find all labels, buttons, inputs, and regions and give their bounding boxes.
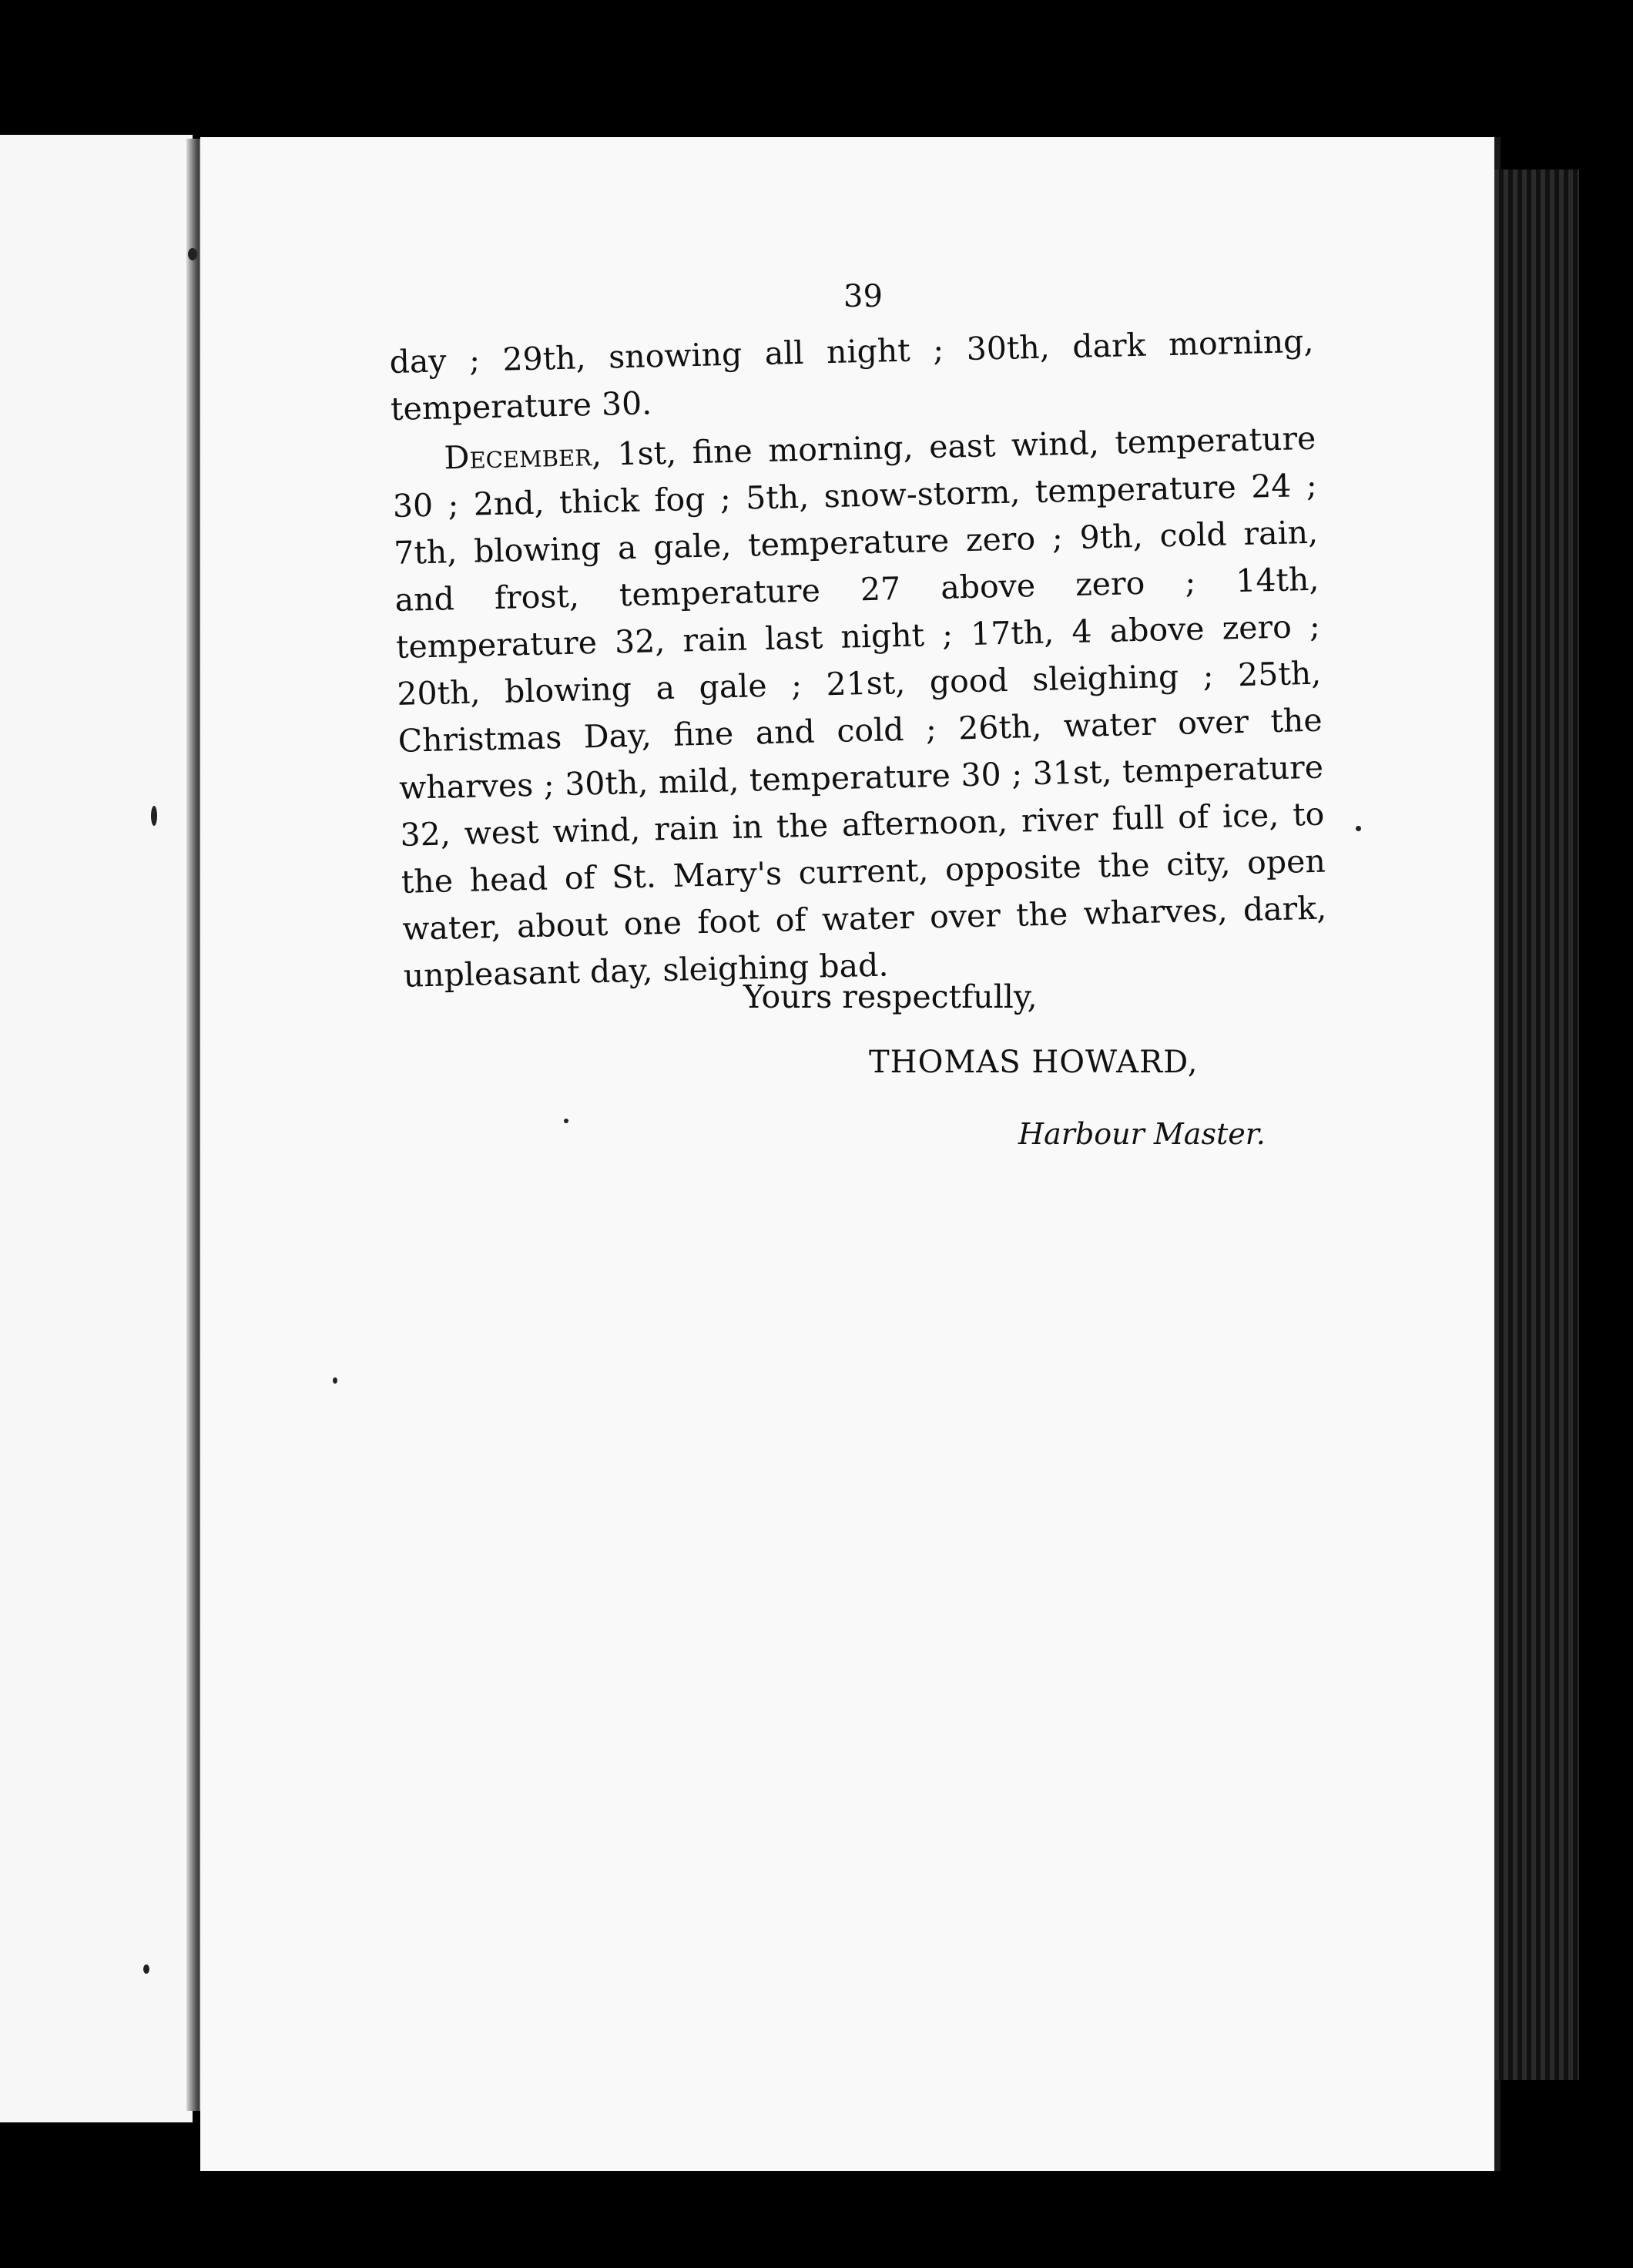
dust-speck: [188, 248, 197, 260]
signature-title: Harbour Master.: [1018, 1117, 1266, 1151]
dust-speck: [564, 1119, 568, 1123]
paragraph-december: [391, 415, 1328, 1000]
dust-speck: [151, 806, 157, 826]
page-edges: [1494, 169, 1579, 2080]
paragraph-december-text: , 1st, fine morning, east wind, temperature 30 ; 2nd, thick fog ; 5th, snow-storm, temperature 24 ; 7th, blowing a gale, temperature zero ; 9th, cold rain, and frost, temperature 27 above zero ; 14th, temperature 32, rain last night ; 17th, 4 above zero ; 20th, blowing a gale ; 21st, good sleighing ; 25th, Christmas Day, fine and cold ; 26th, water over the wharves ; 30th, mild, temperature 30 ; 31st, temperature 32, west wind, rain in the afternoon, river full of ice, to the head of St. Mary's current, opposite the city, open water, about one foot of water over the wharves, dark, unpleasant day, sleighing bad.: [392, 419, 1327, 995]
month-heading: December: [443, 436, 592, 477]
closing-salutation: Yours respectfully,: [743, 978, 1038, 1015]
body-text: [389, 318, 1328, 1000]
paragraph-continuation: [389, 318, 1315, 433]
dust-speck: [143, 1964, 149, 1974]
paragraph-continuation-text: day ; 29th, snowing all night ; 30th, dark morning, temperature 30.: [389, 322, 1314, 428]
dust-speck: [1356, 826, 1361, 831]
left-page: [0, 135, 193, 2122]
dust-speck: [333, 1377, 337, 1384]
page-number: 39: [843, 279, 883, 314]
signature-name: THOMAS HOWARD,: [869, 1045, 1199, 1080]
